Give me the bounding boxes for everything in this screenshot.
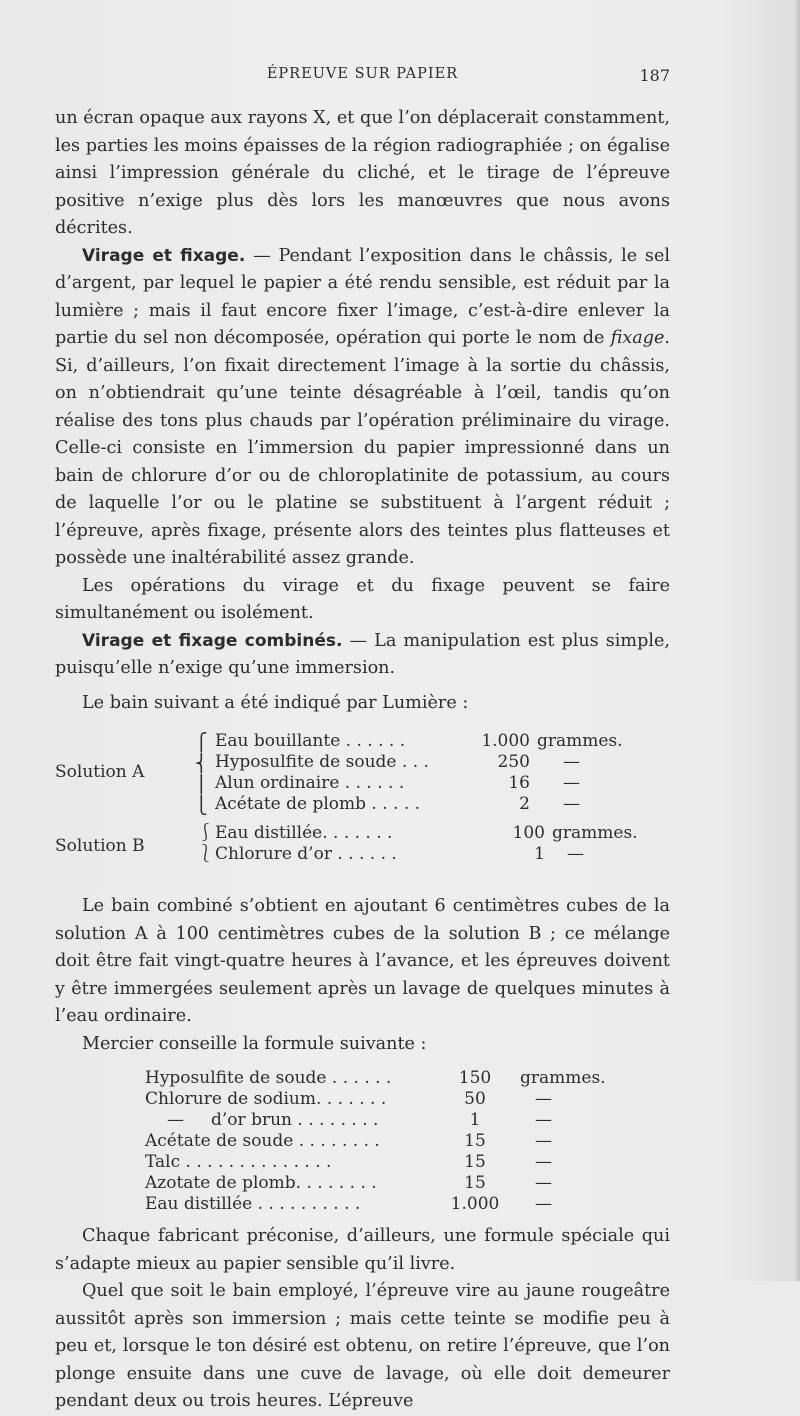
paragraph-3: Les opérations du virage et du fixage peuvent se faire simultanément ou isolément. — [55, 575, 670, 623]
paragraph-bain-combine: Le bain combiné s’obtient en ajoutant 6 centimètres cubes de la solution A à 100 centimètres cubes de la solution B ; ce mélange doit être fait vingt-quatre heures à l’avance, et les épreuves doivent y être immergées seulement après un lavage de quelques minutes à l’eau ordinaire. — [55, 896, 670, 1026]
table-row — [215, 794, 655, 815]
paragraph-text: . Si, d’ailleurs, l’on fixait directement l’image à la sortie du châssis, on n’obtiendrait qu’une teinte désagréable à l’œil, tandis qu’on réalise des tons plus chauds par l’opération préliminaire du virage. Celle-ci consiste en l’immersion du papier impressionné dans un bain de chlorure d’or ou de chloroplatinite de potassium, au cours de laquelle l’or ou le platine se substituent à l’argent réduit ; l’épreuve, après fixage, présente alors des teintes plus flatteuses et possède une inaltérabilité assez grande. — [55, 328, 670, 568]
paragraph-mercier: Mercier conseille la formule suivante : — [82, 1033, 427, 1054]
table-row — [55, 1068, 670, 1089]
unit: — — [567, 844, 584, 864]
unit: — — [535, 1194, 552, 1214]
running-title: ÉPREUVE SUR PAPIER — [266, 66, 459, 82]
ingredient: Hyposulfite de soude . . . — [215, 752, 429, 772]
quantity: 1.000 — [450, 1194, 500, 1214]
quantity: 1 — [469, 1110, 481, 1130]
solution-b-table — [55, 823, 670, 879]
ingredient: Acétate de plomb . . . . . — [215, 794, 421, 814]
page-body — [55, 105, 670, 1416]
ingredient: Azotate de plomb. . . . . . . . — [145, 1173, 377, 1193]
table-row — [215, 823, 655, 844]
quantity: 15 — [464, 1131, 486, 1151]
unit: — — [563, 794, 580, 814]
table-row — [55, 1110, 670, 1131]
section-heading-combines: Virage et fixage combinés. — [82, 630, 343, 651]
solution-a-label: Solution A — [55, 762, 145, 782]
table-row — [215, 731, 655, 752]
ingredient: Eau distillée . . . . . . . . . . — [145, 1194, 361, 1214]
section-heading-virage-fixage: Virage et fixage. — [82, 245, 246, 266]
page-edge-shadow — [794, 0, 800, 1281]
unit: grammes. — [520, 1068, 606, 1088]
brace-solution-b: ⎰ ⎱ — [197, 823, 214, 864]
paragraph-text: — Pendant l’exposition dans le châssis, le sel d’argent, par lequel le papier a été rendu sensible, est réduit par la lumière ; mais il faut encore fixer l’image, c’est-à-dire enlever la partie du sel non décomposée, opération qui porte le nom de — [55, 245, 670, 348]
ingredient: Eau bouillante . . . . . . — [215, 731, 406, 751]
unit: — — [563, 773, 580, 793]
paragraph-fabricant: Chaque fabricant préconise, d’ailleurs, une formule spéciale qui s’adapte mieux au papier sensible qu’il livre. — [55, 1226, 670, 1274]
table-row — [55, 1152, 670, 1173]
quantity: 16 — [508, 773, 530, 793]
page-number: 187 — [639, 66, 670, 85]
table-row — [55, 1089, 670, 1110]
quantity: 1.000 — [481, 731, 530, 751]
unit: — — [535, 1131, 552, 1151]
solution-b-label: Solution B — [55, 836, 145, 856]
ingredient: Chlorure d’or . . . . . . — [215, 844, 397, 864]
quantity: 150 — [458, 1068, 492, 1088]
ingredient: Hyposulfite de soude . . . . . . — [145, 1068, 392, 1088]
emphasis-fixage: fixage — [610, 328, 665, 348]
unit: — — [535, 1089, 552, 1109]
table-row — [215, 844, 655, 865]
unit: grammes. — [537, 731, 623, 751]
paragraph-lumiere: Le bain suivant a été indiqué par Lumière : — [82, 692, 469, 713]
ingredient: Chlorure de sodium. . . . . . . — [145, 1089, 387, 1109]
paragraph-text: — La manipulation est plus simple, puisqu’elle n’exige qu’une immersion. — [55, 630, 670, 678]
unit: — — [563, 752, 580, 772]
table-row — [55, 1131, 670, 1152]
solution-b-rows — [215, 823, 655, 865]
ingredient: Acétate de soude . . . . . . . . — [145, 1131, 380, 1151]
quantity: 50 — [464, 1089, 486, 1109]
mercier-formula-table — [55, 1068, 670, 1223]
ingredient: — d’or brun . . . . . . . . — [167, 1110, 379, 1130]
unit: — — [535, 1110, 552, 1130]
solution-a-rows — [215, 731, 655, 815]
ingredient: Eau distillée. . . . . . . — [215, 823, 393, 843]
solution-a-table — [55, 731, 670, 816]
paragraph-combines — [55, 628, 670, 683]
ingredient: Talc . . . . . . . . . . . . . . — [145, 1152, 332, 1172]
quantity: 1 — [534, 844, 545, 864]
quantity: 2 — [519, 794, 530, 814]
paragraph-virage-fixage — [55, 243, 670, 573]
quantity: 15 — [464, 1152, 486, 1172]
quantity: 100 — [512, 823, 545, 843]
quantity: 15 — [464, 1173, 486, 1193]
table-row — [55, 1173, 670, 1194]
quantity: 250 — [497, 752, 530, 772]
ingredient: Alun ordinaire . . . . . . — [215, 773, 405, 793]
unit: — — [535, 1173, 552, 1193]
table-row — [55, 1194, 670, 1215]
unit: grammes. — [552, 823, 638, 843]
running-header — [55, 66, 670, 90]
table-row — [215, 773, 655, 794]
paragraph-bain-employe: Quel que soit le bain employé, l’épreuve vire au jaune rougeâtre aussitôt après son immersion ; mais cette teinte se modifie peu à peu et, lorsque le ton désiré est obtenu, on retire l’épreuve, que l’on plonge ensuite dans une cuve de lavage, où elle doit demeurer pendant deux ou trois heures. L’épreuve — [55, 1281, 670, 1411]
brace-solution-a: ⎧ ⎨ ⎪ ⎩ — [195, 733, 208, 816]
unit: — — [535, 1152, 552, 1172]
table-row — [215, 752, 655, 773]
paragraph-1: un écran opaque aux rayons X, et que l’on déplacerait constamment, les parties les moins épaisses de la région radiographiée ; on égalise ainsi l’impression générale du cliché, et le tirage de l’épreuve positive n’exige plus dès lors les manœuvres que nous avons décrites. — [55, 108, 670, 238]
